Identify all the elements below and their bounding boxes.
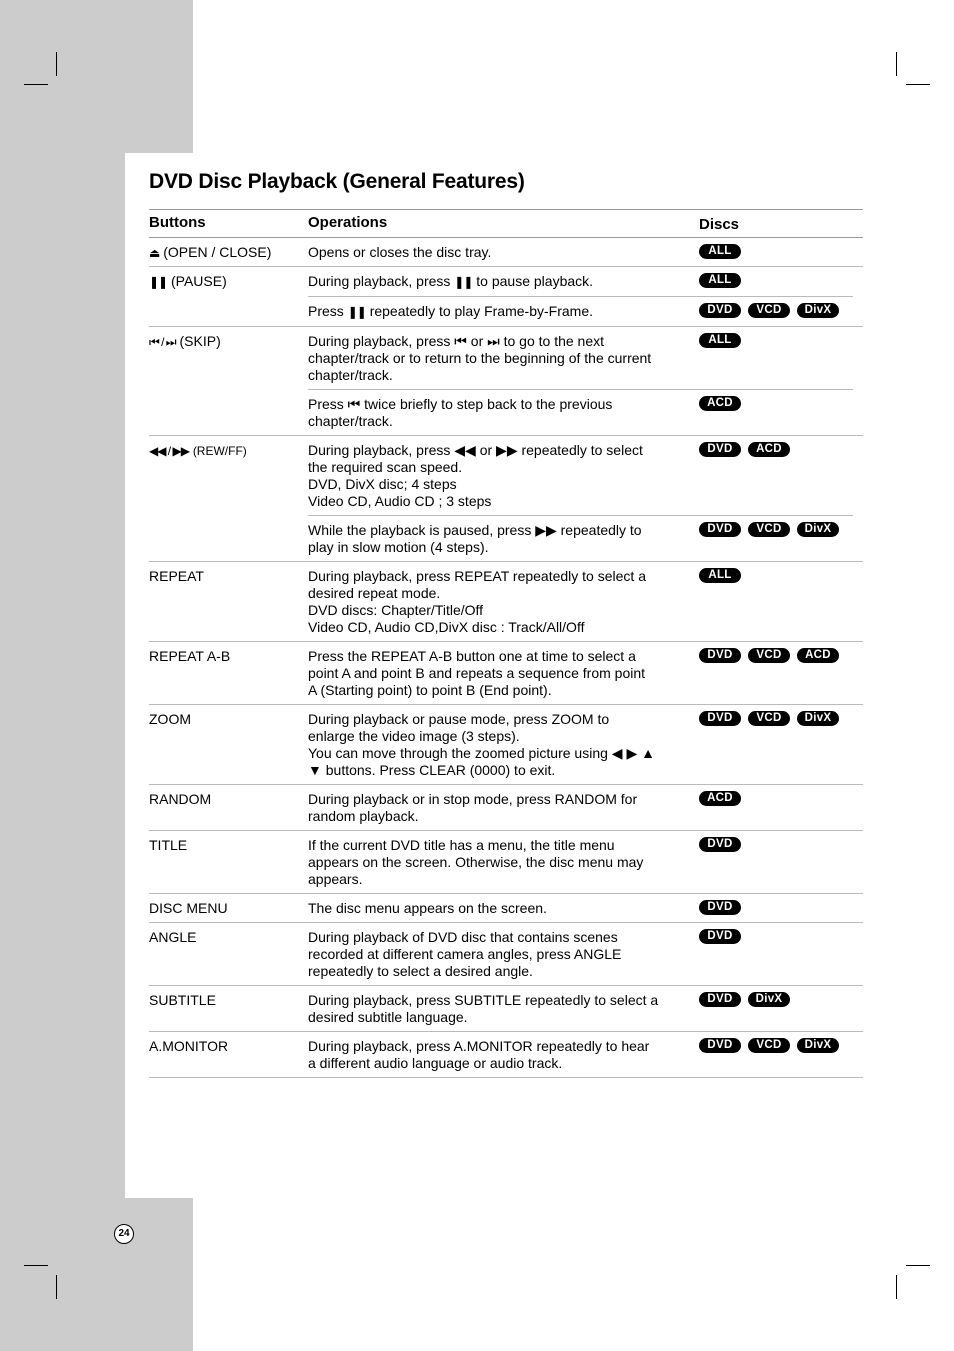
button-cell [149,837,304,854]
table-row [149,831,863,894]
operation-line: DVD, DivX disc; 4 steps [308,476,457,492]
button-label: (REW/FF) [192,444,247,458]
operation-line: repeatedly to select a desired angle. [308,963,533,979]
operation-text [308,791,676,825]
crop-mark [906,1265,930,1266]
crop-mark [896,52,897,76]
header-discs: Discs [699,216,740,233]
operation-text [308,522,676,556]
pause-icon: ❚❚ [454,275,473,289]
table-header [149,209,863,238]
disc-badges [699,303,839,318]
operation-text [308,837,676,888]
operation-entry [308,1032,853,1077]
operation-line: If the current DVD title has a menu, the title menu [308,837,615,853]
disc-badge-all: ALL [699,568,741,583]
left-margin-band [0,0,193,153]
disc-badges [699,522,839,537]
button-cell [149,442,304,460]
disc-badge-vcd: VCD [748,711,790,726]
disc-badges [699,711,839,726]
operation-line: a different audio language or audio track. [308,1055,563,1071]
button-label: (OPEN / CLOSE) [163,244,272,260]
operation-line: play in slow motion (4 steps). [308,539,489,555]
button-cell [149,1038,304,1055]
button-cell [149,244,304,262]
operation-line: point A and point B and repeats a sequence from point [308,665,646,681]
operation-text [308,929,676,980]
table-row [149,562,863,642]
disc-badges [699,333,741,348]
operation-entry [308,894,853,922]
button-cell [149,273,304,291]
button-label: RANDOM [149,791,212,807]
operations-cell [308,642,853,704]
operation-line: Video CD, Audio CD ; 3 steps [308,493,492,509]
operation-entry [308,785,853,830]
button-cell [149,711,304,728]
operations-cell [308,705,853,784]
operation-line: A (Starting point) to point B (End point). [308,682,552,698]
operation-line: You can move through the zoomed picture using ◀ ▶ ▲ [308,745,655,761]
operation-line: ▼ buttons. Press CLEAR (0000) to exit. [308,762,556,778]
disc-badges [699,442,790,457]
operation-line: While the playback is paused, press ▶▶ repeatedly to [308,522,642,538]
operation-line: During playback or pause mode, press ZOOM to [308,711,610,727]
crop-mark [24,84,48,85]
header-operations: Operations [308,214,388,231]
operations-cell [308,562,853,641]
operation-line: DVD discs: Chapter/Title/Off [308,602,484,618]
disc-badges [699,900,741,915]
button-cell [149,648,304,665]
table-row [149,238,863,267]
operation-entry [308,831,853,893]
button-cell [149,568,304,585]
disc-badge-dvd: DVD [699,522,741,537]
operation-entry [308,705,853,784]
operation-entry [308,238,853,266]
features-table [149,209,863,1078]
operation-text [308,273,676,291]
table-row [149,705,863,785]
operation-text [308,333,676,384]
button-label: REPEAT A-B [149,648,231,664]
disc-badge-dvd: DVD [699,900,741,915]
crop-mark [896,1275,897,1299]
operation-text-pre: During playback, press [308,273,451,289]
operation-line: appears on the screen. Otherwise, the disc menu may [308,854,644,870]
operation-line: desired subtitle language. [308,1009,468,1025]
button-label: (SKIP) [179,333,221,349]
disc-badge-acd: ACD [797,648,839,663]
table-row [149,894,863,923]
disc-badges [699,837,741,852]
operation-text [308,648,676,699]
operation-line: Press the REPEAT A-B button one at time to select a [308,648,636,664]
disc-badge-acd: ACD [748,442,790,457]
table-row [149,436,863,562]
disc-badge-dvd: DVD [699,303,741,318]
table-row [149,267,863,327]
table-row [149,642,863,705]
operation-text [308,900,676,917]
disc-badges [699,273,741,288]
table-body [149,238,863,1078]
table-row [149,785,863,831]
button-label: ANGLE [149,929,197,945]
button-label: REPEAT [149,568,204,584]
disc-badge-dvd: DVD [699,837,741,852]
operation-line: recorded at different camera angles, press ANGLE [308,946,622,962]
button-cell [149,333,304,351]
crop-mark [24,1265,48,1266]
disc-badge-acd: ACD [699,396,741,411]
page-number: 24 [114,1224,134,1244]
operation-line: the required scan speed. [308,459,463,475]
header-buttons: Buttons [149,214,206,231]
left-margin-band [0,153,125,1198]
button-label: A.MONITOR [149,1038,229,1054]
eject-icon: ⏏ [149,246,160,260]
operation-line: appears. [308,871,363,887]
button-cell [149,992,304,1009]
operation-entry [308,986,853,1031]
operation-entry [308,327,853,389]
disc-badges [699,1038,839,1053]
table-row [149,1032,863,1078]
operation-entry [308,267,853,296]
operation-line: Press ⏮ twice briefly to step back to the previous [308,396,613,412]
crop-mark [56,52,57,76]
button-label: TITLE [149,837,188,853]
button-label: (PAUSE) [171,273,227,289]
disc-badge-vcd: VCD [748,522,790,537]
disc-badge-divx: DivX [797,303,839,318]
operation-line: chapter/track. [308,367,393,383]
operation-text [308,244,676,261]
operation-line: During playback, press REPEAT repeatedly to select a [308,568,646,584]
button-cell [149,929,304,946]
operation-entry [308,296,853,326]
disc-badge-divx: DivX [797,522,839,537]
operations-cell [308,986,853,1031]
operations-cell [308,831,853,893]
operations-cell [308,894,853,922]
disc-badge-dvd: DVD [699,711,741,726]
operation-line: Video CD, Audio CD,DivX disc : Track/All/Off [308,619,585,635]
disc-badge-dvd: DVD [699,648,741,663]
pause-icon: ❚❚ [149,275,168,289]
operation-line: During playback, press A.MONITOR repeatedly to hear [308,1038,650,1054]
disc-badges [699,396,741,411]
disc-badge-vcd: VCD [748,303,790,318]
operations-cell [308,327,853,435]
operation-text-post: repeatedly to play Frame-by-Frame. [369,303,593,319]
operation-line: enlarge the video image (3 steps). [308,728,520,744]
disc-badge-all: ALL [699,333,741,348]
table-row [149,923,863,986]
operation-line: The disc menu appears on the screen. [308,900,547,916]
rewind-forward-icon: ◀◀ / ▶▶ [149,444,189,458]
disc-badge-dvd: DVD [699,929,741,944]
operation-line: During playback or in stop mode, press RANDOM for [308,791,638,807]
operations-cell [308,238,853,266]
button-cell [149,900,304,917]
disc-badge-all: ALL [699,244,741,259]
button-cell [149,791,304,808]
operation-text [308,711,676,779]
operation-text [308,568,676,636]
operation-text [308,442,676,510]
operation-line: Opens or closes the disc tray. [308,244,492,260]
disc-badge-vcd: VCD [748,648,790,663]
disc-badges [699,648,839,663]
operations-cell [308,785,853,830]
operation-text [308,396,676,430]
operation-line: chapter/track. [308,413,393,429]
table-row [149,986,863,1032]
operation-entry [308,562,853,641]
operation-entry [308,389,853,435]
crop-mark [56,1275,57,1299]
disc-badge-dvd: DVD [699,992,741,1007]
disc-badges [699,791,741,806]
operation-line: During playback, press ◀◀ or ▶▶ repeatedly to select [308,442,643,458]
disc-badges [699,929,741,944]
disc-badge-dvd: DVD [699,1038,741,1053]
disc-badges [699,568,741,583]
disc-badge-divx: DivX [748,992,790,1007]
operations-cell [308,436,853,561]
pause-icon: ❚❚ [347,305,366,319]
disc-badge-vcd: VCD [748,1038,790,1053]
operations-cell [308,1032,853,1077]
operation-entry [308,515,853,561]
operation-entry [308,642,853,704]
operation-text-pre: Press [308,303,344,319]
operation-line: During playback, press SUBTITLE repeatedly to select a [308,992,659,1008]
operation-entry [308,923,853,985]
disc-badge-dvd: DVD [699,442,741,457]
operation-entry [308,436,853,515]
disc-badge-acd: ACD [699,791,741,806]
skip-icon: ⏮ / ⏭ [149,335,176,349]
operation-text [308,303,676,321]
disc-badge-all: ALL [699,273,741,288]
disc-badge-divx: DivX [797,711,839,726]
operation-line: chapter/track or to return to the beginning of the current [308,350,652,366]
operations-cell [308,923,853,985]
operation-line: desired repeat mode. [308,585,441,601]
disc-badges [699,244,741,259]
table-row [149,327,863,436]
operation-line: During playback of DVD disc that contains scenes [308,929,618,945]
disc-badges [699,992,790,1007]
operation-line: random playback. [308,808,419,824]
left-margin-band [0,1198,193,1351]
operations-cell [308,267,853,326]
crop-mark [906,84,930,85]
page-title: DVD Disc Playback (General Features) [149,170,525,193]
operation-text-post: to pause playback. [476,273,594,289]
button-label: SUBTITLE [149,992,216,1008]
operation-text [308,1038,676,1072]
button-label: ZOOM [149,711,191,727]
operation-text [308,992,676,1026]
button-label: DISC MENU [149,900,228,916]
operation-line: During playback, press ⏮ or ⏭ to go to the next [308,333,605,349]
disc-badge-divx: DivX [797,1038,839,1053]
